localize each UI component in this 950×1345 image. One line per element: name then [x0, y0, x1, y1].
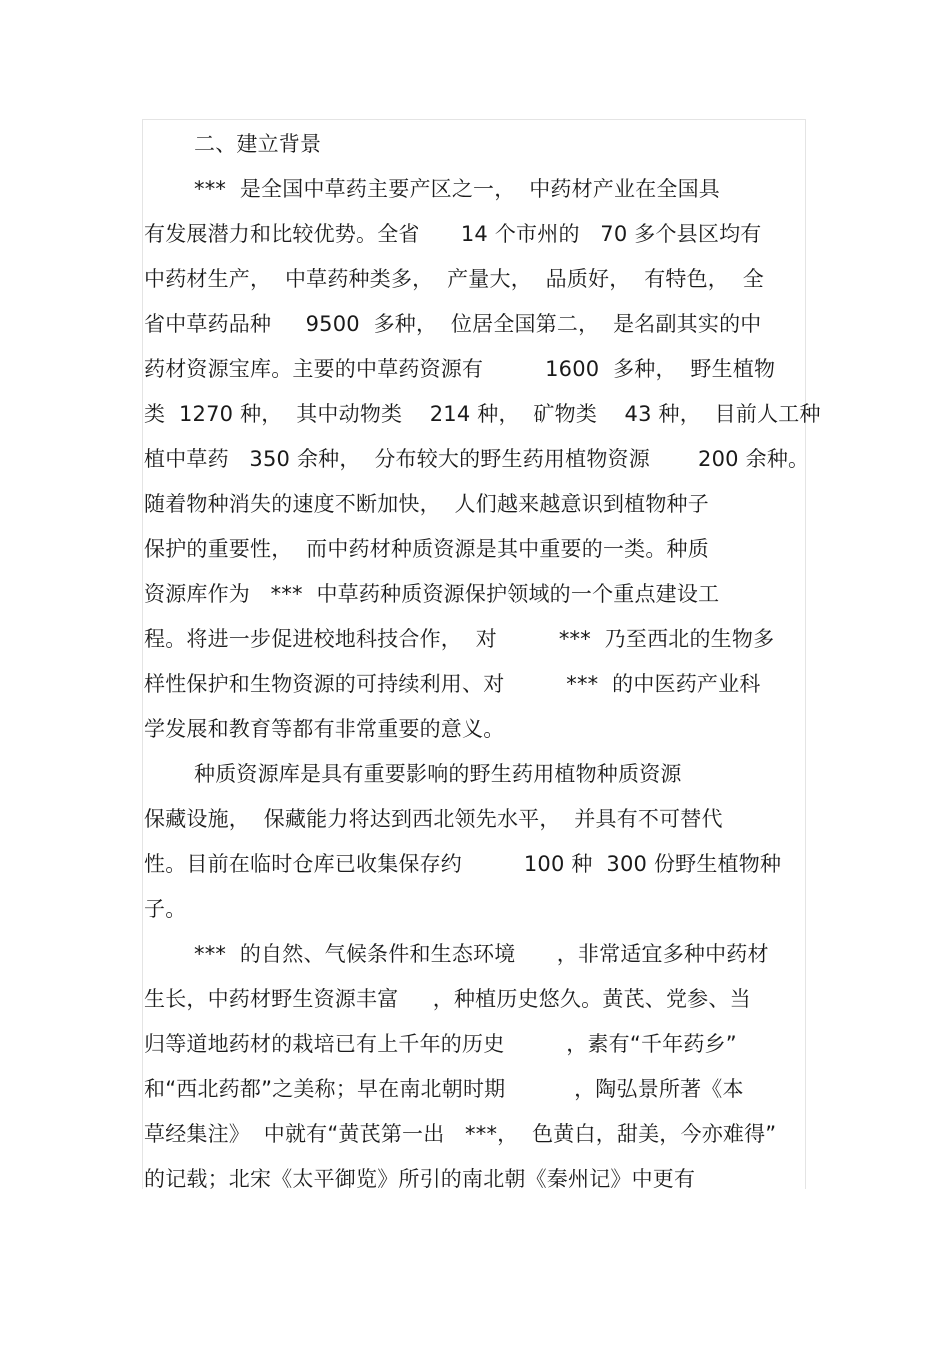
- text-line: *** 是全国中草药主要产区之一， 中药材产业在全国具: [194, 177, 720, 201]
- text-line: 学发展和教育等都有非常重要的意义。: [144, 717, 505, 741]
- text-line: 资源库作为 *** 中草药种质资源保护领域的一个重点建设工: [144, 582, 720, 606]
- text-line: 草经集注》 中就有“黄芪第一出 ***， 色黄白，甜美，今亦难得”: [144, 1122, 777, 1146]
- text-line: 程。将进一步促进校地科技合作， 对 *** 乃至西北的生物多: [144, 627, 775, 651]
- section-heading: 二、建立背景: [194, 132, 322, 156]
- text-line: 和“西北药都”之美称；早在南北朝时期 ，陶弘景所著《本: [144, 1077, 744, 1101]
- text-line: 归等道地药材的栽培已有上千年的历史 ，素有“千年药乡”: [144, 1032, 737, 1056]
- text-line: 类 1270 种， 其中动物类 214 种， 矿物类 43 种， 目前人工种: [144, 402, 821, 426]
- text-line: 的记载；北宋《太平御览》所引的南北朝《秦州记》中更有: [144, 1167, 696, 1191]
- text-line: 省中草药品种 9500 多种， 位居全国第二， 是名副其实的中: [144, 312, 762, 336]
- text-line: 性。目前在临时仓库已收集保存约 100 种 300 份野生植物种: [144, 852, 782, 876]
- text-line: 子。: [144, 897, 187, 921]
- text-line: 药材资源宝库。主要的中草药资源有 1600 多种， 野生植物: [144, 357, 776, 381]
- text-line: 保藏设施， 保藏能力将达到西北领先水平， 并具有不可替代: [144, 807, 723, 831]
- text-line: 中药材生产， 中草药种类多， 产量大， 品质好， 有特色， 全: [144, 267, 764, 291]
- text-line: 植中草药 350 余种， 分布较大的野生药用植物资源 200 余种。: [144, 447, 810, 471]
- text-line: 随着物种消失的速度不断加快， 人们越来越意识到植物种子: [144, 492, 709, 516]
- text-line: 种质资源库是具有重要影响的野生药用植物种质资源: [194, 762, 682, 786]
- text-line: 生长，中药材野生资源丰富 ，种植历史悠久。黄芪、党参、当: [144, 987, 751, 1011]
- text-line: *** 的自然、气候条件和生态环境 ，非常适宜多种中药材: [194, 942, 769, 966]
- text-line: 保护的重要性， 而中药材种质资源是其中重要的一类。种质: [144, 537, 709, 561]
- text-line: 有发展潜力和比较优势。全省 14 个市州的 70 多个县区均有: [144, 222, 762, 246]
- text-line: 样性保护和生物资源的可持续利用、对 *** 的中医药产业科: [144, 672, 761, 696]
